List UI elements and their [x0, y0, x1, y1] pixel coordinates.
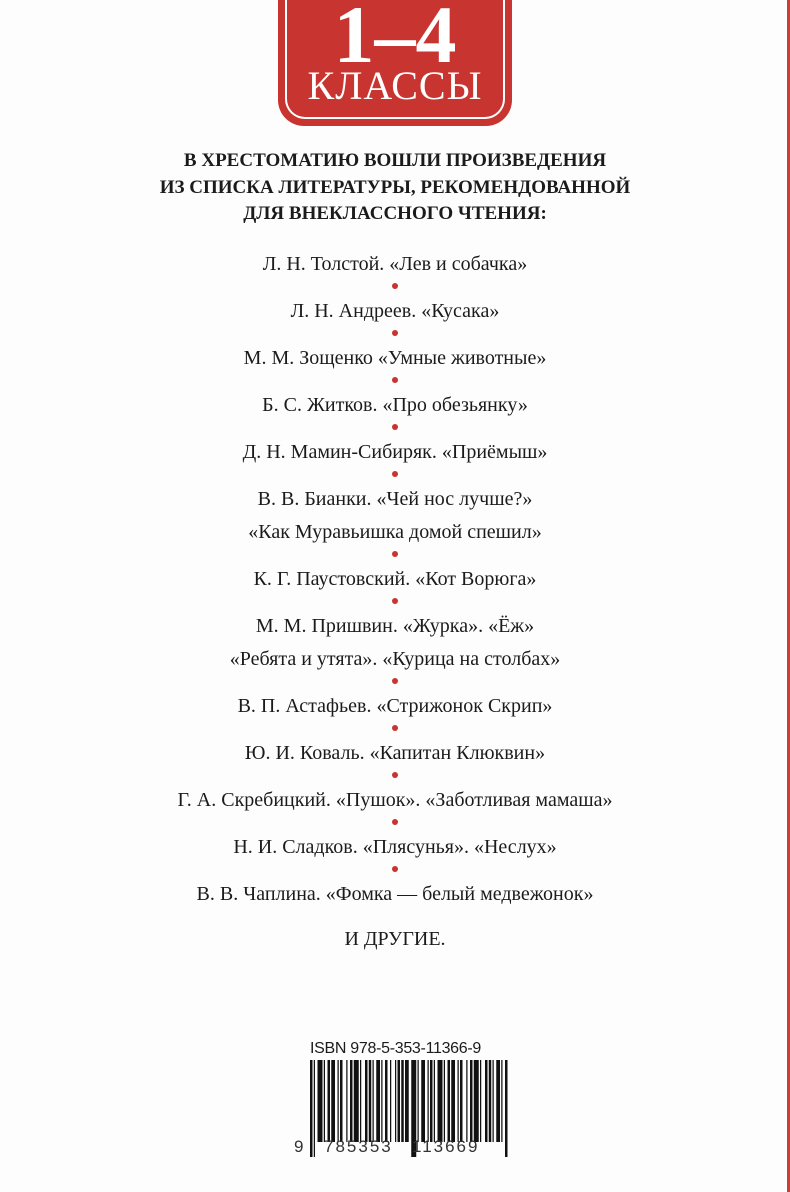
dot-icon [392, 551, 398, 557]
work-item [0, 690, 790, 723]
barcode-bar [310, 1060, 313, 1157]
work-line: В. В. Чаплина. «Фомка — белый медвежонок» [196, 883, 594, 905]
barcode-bar [438, 1060, 443, 1142]
dot-icon [392, 866, 398, 872]
barcode-bar [338, 1060, 339, 1142]
separator-dot [0, 770, 790, 784]
work-line: Ю. И. Коваль. «Капитан Клюквин» [244, 742, 546, 764]
barcode-bar [448, 1060, 451, 1142]
barcode-bar [444, 1060, 445, 1142]
barcode-bar [505, 1060, 508, 1157]
barcode-bar [493, 1060, 494, 1142]
barcode-bar [365, 1060, 368, 1142]
work-item [0, 737, 790, 770]
separator-dot [0, 817, 790, 831]
dot-icon [392, 330, 398, 336]
work-line: Д. Н. Мамин-Сибиряк. «Приёмыш» [242, 441, 548, 463]
barcode-bar [398, 1060, 401, 1142]
and-others: И ДРУГИЕ. [344, 928, 446, 950]
barcode-bar [328, 1060, 331, 1142]
intro-line: ИЗ СПИСКА ЛИТЕРАТУРЫ, РЕКОМЕНДОВАННОЙ [159, 176, 631, 198]
barcode-bar [381, 1060, 382, 1142]
barcode-bar [421, 1060, 425, 1142]
barcode-bar [331, 1060, 335, 1142]
intro-text [0, 148, 790, 228]
work-line: М. М. Зощенко «Умные животные» [243, 347, 547, 369]
barcode-bar [489, 1060, 492, 1142]
barcode-bar [434, 1060, 435, 1142]
barcode-bar [324, 1060, 325, 1142]
work-line: К. Г. Паустовский. «Кот Ворюга» [253, 568, 537, 590]
barcode-bar [373, 1060, 374, 1142]
barcode-bar [385, 1060, 388, 1142]
separator-dot [0, 596, 790, 610]
barcode-bar [496, 1060, 500, 1142]
work-line: Н. И. Сладков. «Плясунья». «Неслух» [233, 836, 557, 858]
barcode-bar [470, 1060, 473, 1142]
separator-dot [0, 864, 790, 878]
intro-line: В ХРЕСТОМАТИЮ ВОШЛИ ПРОИЗВЕДЕНИЯ [183, 150, 607, 171]
work-line: Г. А. Скребицкий. «Пушок». «Заботливая мамаша» [177, 789, 613, 811]
barcode-bar [346, 1060, 347, 1142]
separator-dot [0, 723, 790, 737]
barcode-bar [369, 1060, 372, 1142]
work-line: Л. Н. Андреев. «Кусака» [290, 300, 500, 322]
work-line: Б. С. Житков. «Про обезьянку» [262, 394, 528, 416]
barcode-bar [390, 1060, 391, 1142]
work-item [0, 342, 790, 375]
dot-icon [392, 377, 398, 383]
barcode-bar [466, 1060, 467, 1142]
barcode-bar [376, 1060, 380, 1142]
barcode-bar [318, 1060, 323, 1142]
work-item [0, 436, 790, 469]
barcode-bar [395, 1060, 396, 1142]
work-item [0, 248, 790, 281]
work-item [0, 878, 790, 911]
grade-label: КЛАССЫ [307, 63, 483, 108]
barcode-bar [428, 1060, 429, 1142]
intro-line: ДЛЯ ВНЕКЛАССНОГО ЧТЕНИЯ: [243, 203, 547, 224]
barcode-bar [350, 1060, 353, 1142]
work-item [0, 831, 790, 864]
separator-dot [0, 328, 790, 342]
dot-icon [392, 772, 398, 778]
barcode-bar [314, 1060, 315, 1157]
barcode-bar [340, 1060, 343, 1142]
works-list [0, 248, 790, 956]
barcode-bar [418, 1060, 419, 1142]
dot-icon [392, 678, 398, 684]
barcode-bar [405, 1060, 409, 1142]
separator-dot [0, 549, 790, 563]
dot-icon [392, 598, 398, 604]
work-item [0, 295, 790, 328]
barcode-bar [501, 1060, 502, 1142]
work-line: В. В. Бианки. «Чей нос лучше?» [257, 488, 533, 510]
dot-icon [392, 819, 398, 825]
separator-dot [0, 281, 790, 295]
barcode-bar [480, 1060, 481, 1142]
barcode-bar [451, 1060, 455, 1142]
grade-range: 1–4 [333, 0, 457, 80]
barcode-bar [360, 1060, 361, 1142]
work-line: «Ребята и утята». «Курица на столбах» [229, 648, 561, 670]
barcode-bar [460, 1060, 463, 1142]
work-line: В. П. Астафьев. «Стрижонок Скрип» [237, 695, 553, 717]
separator-dot [0, 676, 790, 690]
work-item [0, 483, 790, 549]
work-item [0, 563, 790, 596]
separator-dot [0, 375, 790, 389]
work-line: М. М. Пришвин. «Журка». «Ёж» [255, 615, 535, 637]
barcode-bar [485, 1060, 488, 1142]
isbn-text: ISBN 978-5-353-11366-9 [310, 1040, 481, 1057]
barcode-bar [401, 1060, 404, 1142]
barcode-bar [430, 1060, 433, 1142]
dot-icon [392, 471, 398, 477]
grade-badge [278, 0, 512, 126]
work-item [0, 389, 790, 422]
work-line: Л. Н. Толстой. «Лев и собачка» [262, 253, 528, 275]
work-line: «Как Муравьишка домой спешил» [248, 521, 542, 543]
dot-icon [392, 725, 398, 731]
barcode-bar [354, 1060, 359, 1142]
work-item [0, 610, 790, 676]
barcode-bar [474, 1060, 479, 1142]
work-item [0, 784, 790, 817]
separator-dot [0, 469, 790, 483]
dot-icon [392, 283, 398, 289]
barcode-bar [458, 1060, 459, 1142]
dot-icon [392, 424, 398, 430]
barcode-right-digits: 113669 [412, 1137, 480, 1156]
separator-dot [0, 422, 790, 436]
barcode-first-digit: 9 [294, 1137, 306, 1156]
barcode-left-digits: 785353 [324, 1137, 393, 1156]
